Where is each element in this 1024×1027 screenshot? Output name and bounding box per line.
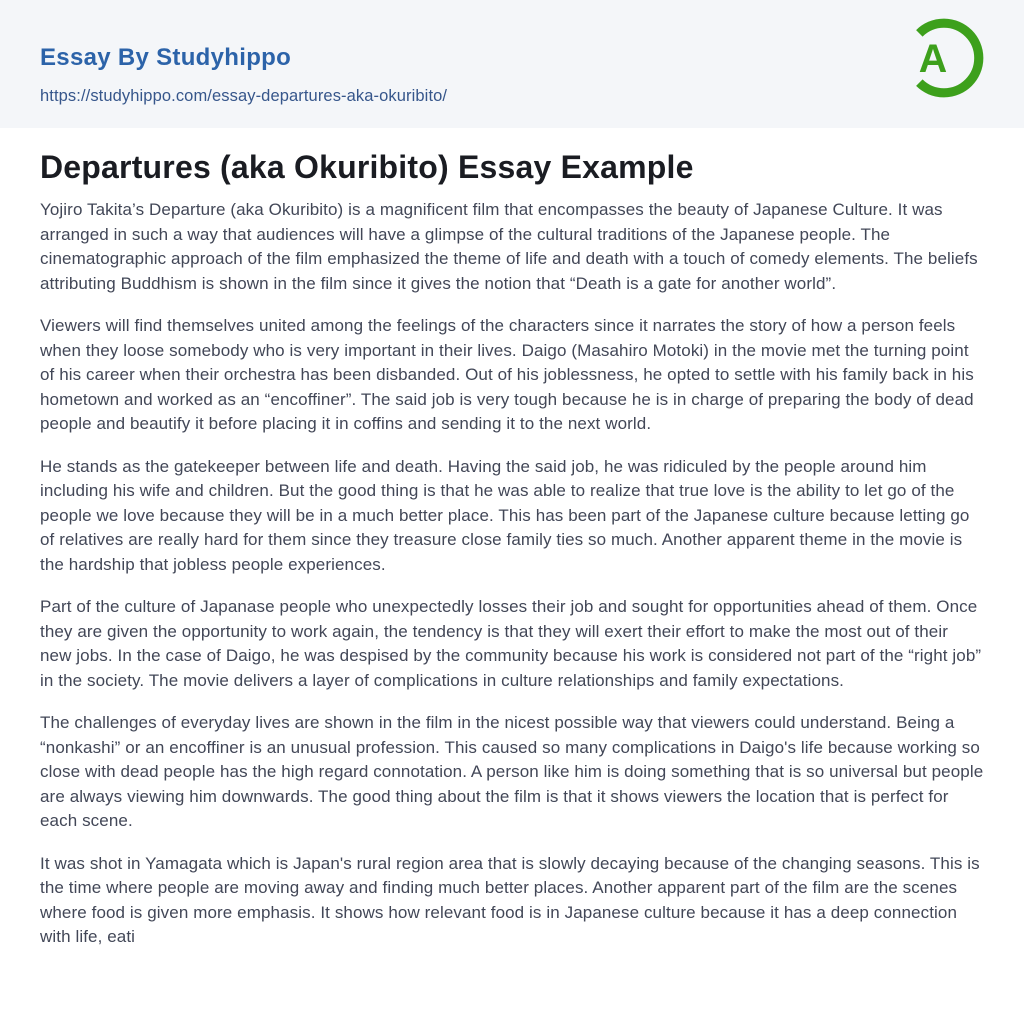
essay-url-link[interactable]: https://studyhippo.com/essay-departures-aka-okuribito/ — [40, 87, 448, 105]
essay-body — [40, 198, 984, 950]
site-title: Essay By Studyhippo — [40, 44, 292, 71]
studyhippo-logo — [900, 14, 988, 102]
page-header — [0, 0, 1024, 128]
essay-paragraph: Part of the culture of Japanase people who unexpectedly losses their job and sought for opportunities ahead of them. Once they are given the opportunity to work again, the tendency is that they will exert their effort to make the most out of their new jobs. In the case of Daigo, he was despised by the community because his work is considered not part of the “right job” in the society. The movie delivers a layer of complications in culture relationships and family expectations. — [40, 597, 982, 690]
logo-letter: A — [918, 37, 948, 82]
essay-paragraph: Yojiro Takita’s Departure (aka Okuribito) is a magnificent film that encompasses the beauty of Japanese Culture. It was arranged in such a way that audiences will have a glimpse of the cultural traditions of the Japanese people. The cinematographic approach of the film emphasized the theme of life and death with a touch of comedy elements. The beliefs attributing Buddhism is shown in the film since it gives the notion that “Death is a gate for another world”. — [40, 200, 978, 293]
page-title: Departures (aka Okuribito) Essay Example — [40, 149, 694, 185]
studyhippo-logo-icon — [900, 14, 988, 102]
essay-paragraph: The challenges of everyday lives are shown in the film in the nicest possible way that viewers could understand. Being a “nonkashi” or an encoffiner is an unusual profession. This caused so many complications in Daigo's life because working so close with dead people has the high regard connotation. A person like him is doing something that is so universal but people are always viewing him downwards. The good thing about the film is that it shows viewers the location that is perfect for each scene. — [40, 713, 984, 831]
essay-paragraph: It was shot in Yamagata which is Japan's rural region area that is slowly decaying because of the changing seasons. This is the time where people are moving away and finding much better places. Another apparent part of the film are the scenes where food is given more emphasis. It shows how relevant food is in Japanese culture because it has a deep connection with life, eati — [40, 853, 980, 947]
essay-content — [0, 128, 1024, 950]
essay-paragraph: He stands as the gatekeeper between life and death. Having the said job, he was ridiculed by the people around him including his wife and children. But the good thing is that he was able to realize that true love is the ability to let go of the people we love because they will be in a much better place. This has been part of the Japanese culture because letting go of relatives are really hard for them since they treasure close family ties so much. Another apparent theme in the movie is the hardship that jobless people experiences. — [40, 456, 970, 574]
essay-paragraph: Viewers will find themselves united among the feelings of the characters since it narrates the story of how a person feels when they loose somebody who is very important in their lives. Daigo (Masahiro Motoki) in the movie met the turning point of his career when their orchestra has been disbanded. Out of his joblessness, he opted to settle with his family back in his hometown and worked as an “encoffiner”. The said job is very tough because he is in charge of preparing the body of dead people and beautify it before placing it in coffins and sending it to the next world. — [40, 316, 974, 434]
